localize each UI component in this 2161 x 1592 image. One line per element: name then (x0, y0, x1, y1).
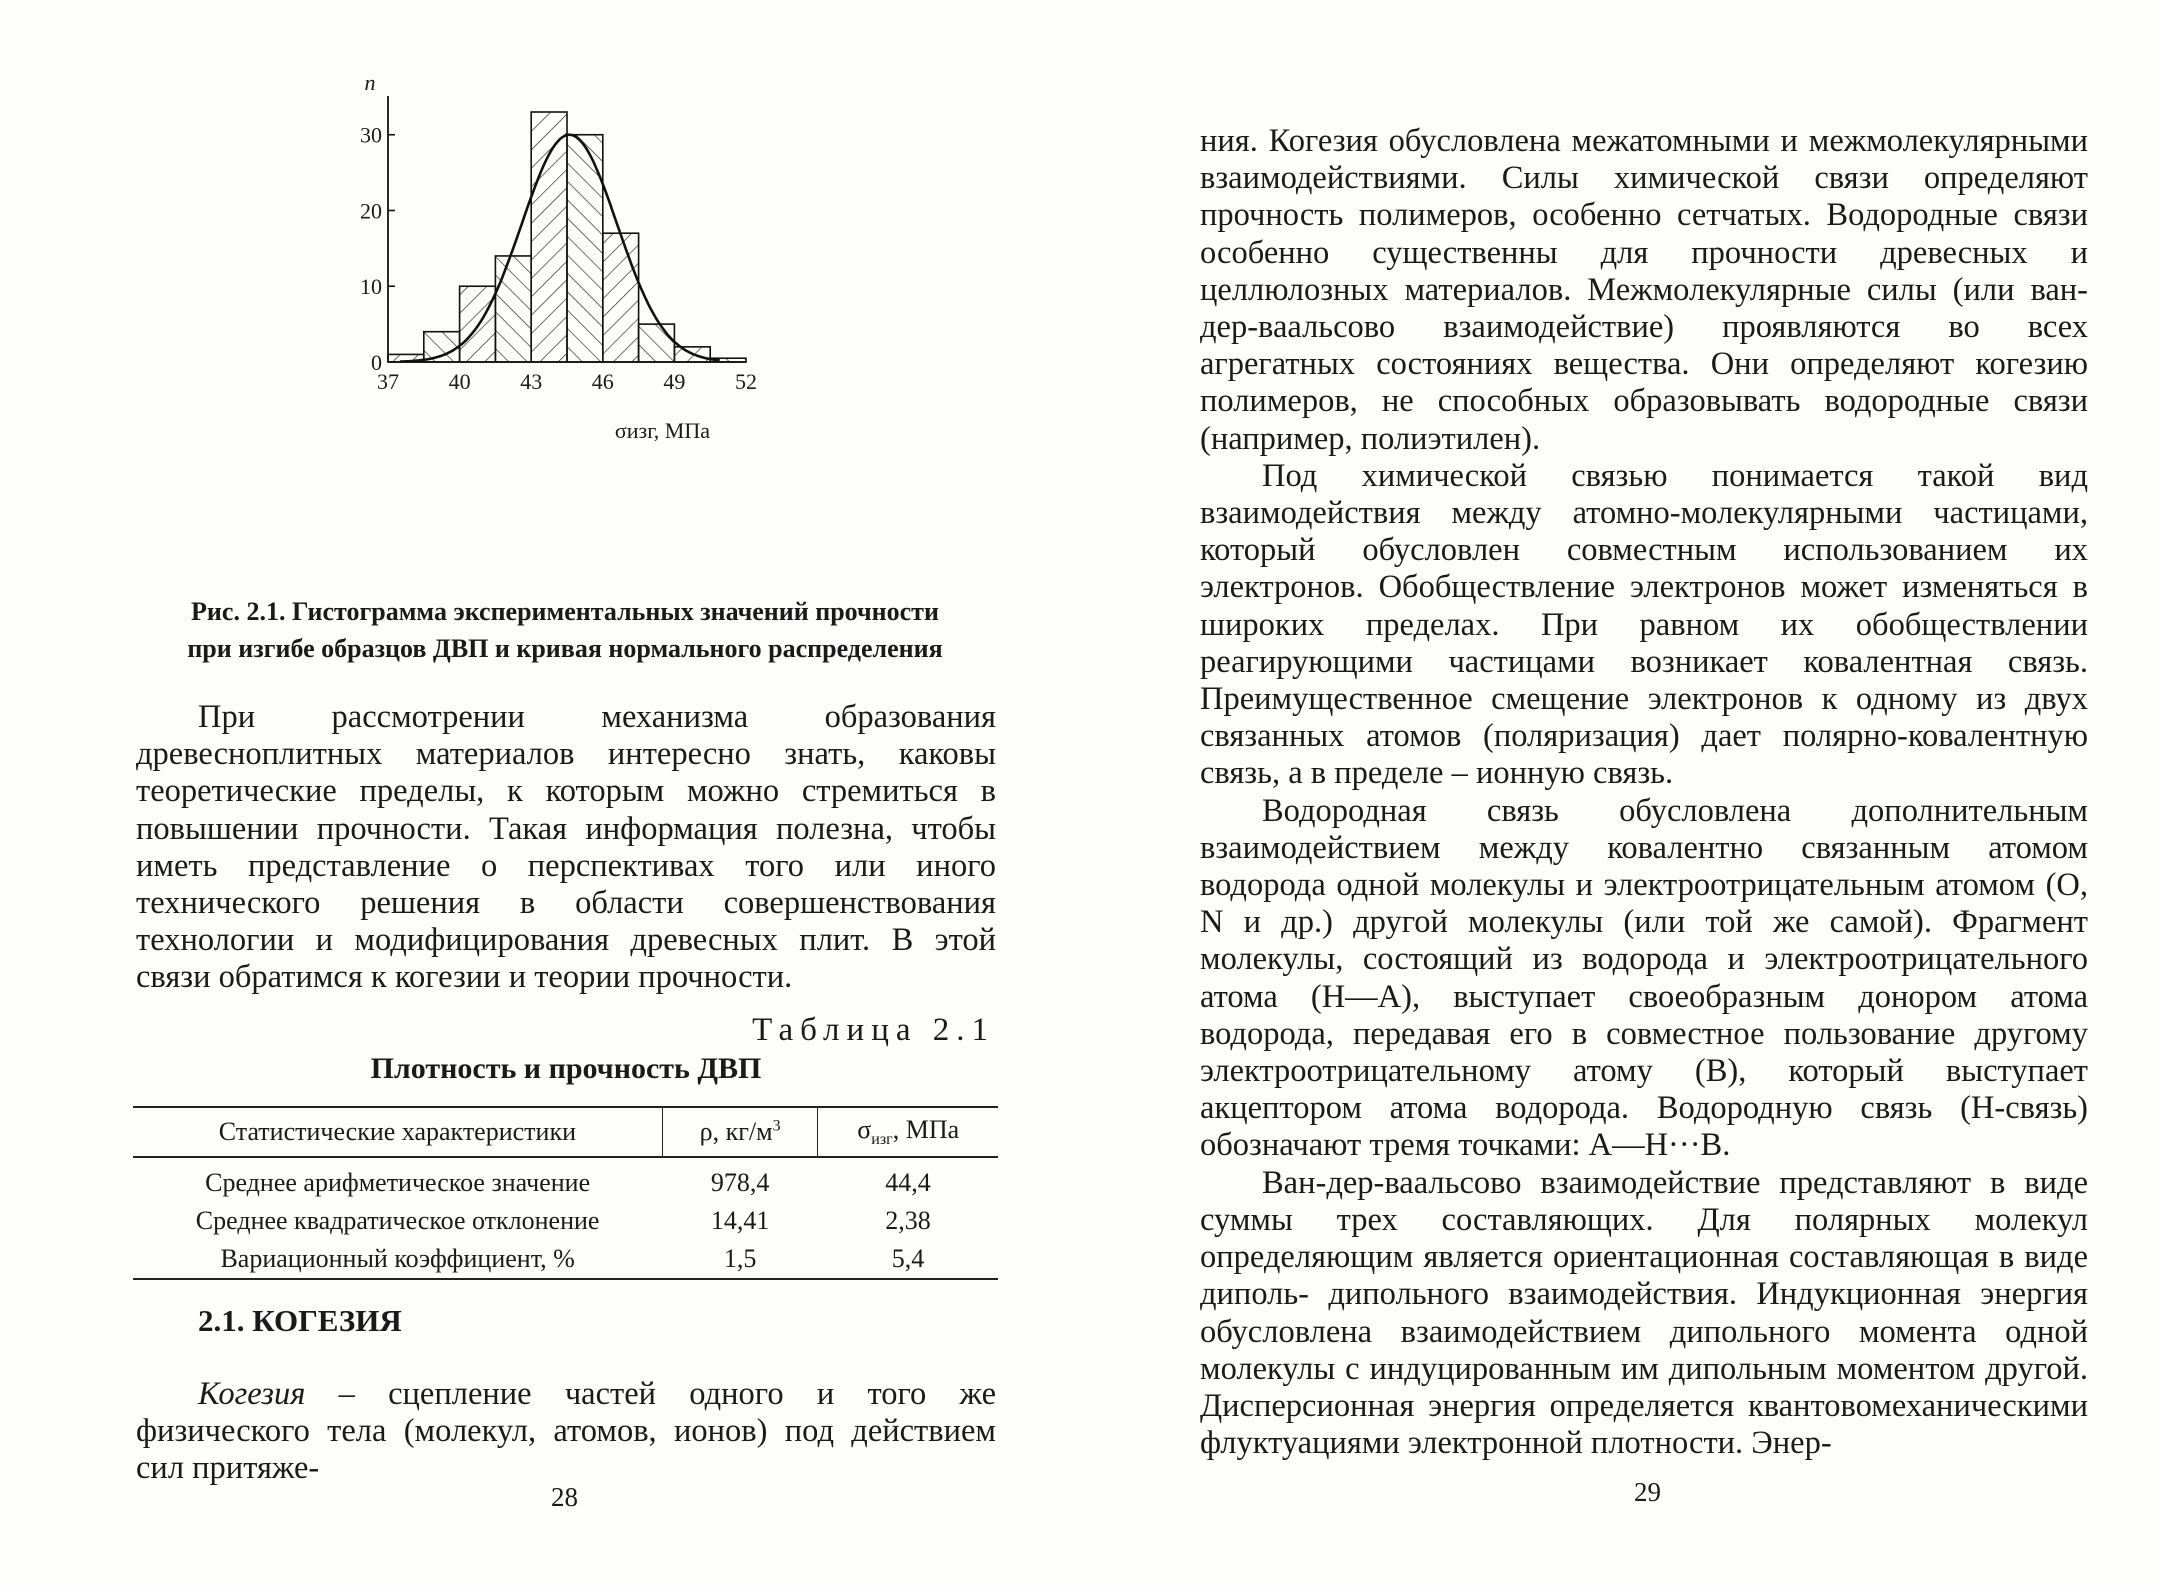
table-cell: 1,5 (662, 1240, 818, 1279)
histogram-bar (603, 233, 639, 362)
page-number: 28 (551, 1482, 578, 1512)
table-cell: Среднее квадратическое отклонение (195, 1206, 600, 1235)
x-tick-label: 49 (663, 369, 686, 394)
table-row (133, 1157, 998, 1202)
table-row (133, 1240, 998, 1279)
paragraph-text: Под химической связью понимается такой вид взаимодействия между атомно-молекулярными частицами, который обусловлен совместным использованием их электронов. Обобществление электронов может изменяться в широких пределах. При равном их обобществлении реагирующими частицами возникает ковалентная связь. Преимущественное смещение электронов к одному из двух связанных атомов (поляризация) дает полярно-ковалентную связь, а в пределе – ионную связь. (1200, 457, 2088, 792)
paragraph-text (136, 1376, 996, 1488)
histogram-bar (495, 256, 531, 362)
x-tick-label: 46 (591, 369, 614, 394)
histogram-bar (424, 332, 460, 362)
right-page (1080, 0, 2161, 1592)
page-number: 29 (1634, 1477, 1661, 1507)
histogram-figure (340, 70, 810, 580)
table-cell: 2,38 (885, 1206, 931, 1235)
figure-caption (135, 593, 995, 667)
table-header-cell: ρ, $кг/м^3$ (662, 1107, 818, 1157)
paragraph-text: При рассмотрении механизма образования древесноплитных материалов интересно знать, каковы теоретические пределы, к которым можно стремиться в повышении прочности. Такая информация полезна, чтобы иметь представление о перспективах того или иного технического решения в области совершенствования технологии и модифицирования древесных плит. В этой связи обратимся к когезии и теории прочности. (136, 699, 996, 996)
body-paragraph (136, 699, 996, 997)
x-tick-label: 40 (448, 369, 471, 394)
table-cell: 14,41 (710, 1206, 770, 1235)
figure-caption-line: при изгибе образцов ДВП и кривая нормального распределения (187, 634, 943, 663)
x-axis-label: σизг, МПа (614, 418, 711, 443)
table-label: Таблица 2.1 (752, 1012, 995, 1048)
table-cell: 978,4 (710, 1168, 770, 1197)
histogram-bar (531, 112, 567, 362)
body-text-column (1200, 123, 2088, 1462)
paragraph-text-rest: – сцепление частей одного и того же физического тела (молекул, атомов, ионов) под действием сил притяже- (136, 1376, 996, 1487)
table-cell: 5,4 (818, 1240, 998, 1279)
x-tick-label: 52 (735, 369, 757, 394)
x-tick-label: 37 (377, 369, 399, 394)
table-cell: 44,4 (885, 1168, 931, 1197)
y-tick-label: 0 (371, 350, 382, 375)
body-paragraph (136, 1376, 996, 1488)
table-cell: Вариационный коэффициент, % (133, 1240, 662, 1279)
y-tick-label: 20 (360, 198, 382, 224)
table-header-cell: $\sigma_{изг}$, МПа (818, 1107, 998, 1157)
figure-caption-line: Рис. 2.1. Гистограмма экспериментальных значений прочности (191, 597, 939, 626)
paragraph-text: ния. Когезия обусловлена межатомными и межмолекулярными взаимодействиями. Силы химической связи определяют прочность полимеров, особенно сетчатых. Водородные связи особенно существенны для прочности древесных и целлюлозных материалов. Межмолекулярные силы (или ван-дер-ваальсово взаимодействие) проявляются во всех агрегатных состояниях вещества. Они определяют когезию полимеров, не способных образовывать водородные связи (например, полиэтилен). (1200, 123, 2088, 457)
table-header-cell: Статистические характеристики (133, 1107, 662, 1157)
y-axis-label: n (364, 70, 376, 95)
table-cell: Среднее арифметическое значение (205, 1168, 591, 1197)
x-tick-label: 43 (520, 369, 543, 394)
histogram-chart (340, 70, 810, 580)
table-row (133, 1202, 998, 1240)
paragraph-text: Ван-дер-ваальсово взаимодействие представляют в виде суммы трех составляющих. Для полярных молекул определяющим является ориентационная составляющая в виде диполь- дипольного взаимодействия. Индукционная энергия обусловлена взаимодействием дипольного момента одной молекулы с индуцированным им дипольным моментом другой. Дисперсионная энергия определяется квантовомеханическими флуктуациями электронной плотности. Энер- (1200, 1164, 2088, 1462)
left-page (0, 0, 1080, 1592)
y-tick-label: 10 (360, 274, 382, 300)
paragraph-text: Водородная связь обусловлена дополнительным взаимодействием между ковалентно связанным атомом водорода одной молекулы и электроотрицательным атомом (O, N и др.) другой молекулы (или той же самой). Фрагмент молекулы, состоящий из водорода и электроотрицательного атома (H—A), выступает своеобразным донором атома водорода, передавая его в совместное пользование другому электроотрицательному атому (B), который выступает акцептором атома водорода. Водородную связь (H-связь) обозначают тремя точками: A—H···B. (1200, 792, 2088, 1164)
term-italic: Когезия (198, 1376, 306, 1412)
section-heading: 2.1. КОГЕЗИЯ (198, 1303, 402, 1338)
y-tick-label: 30 (360, 122, 382, 148)
density-strength-table (133, 1106, 998, 1280)
table-header-row (133, 1107, 998, 1157)
table-title: Плотность и прочность ДВП (370, 1052, 762, 1085)
histogram-bar (639, 324, 675, 362)
